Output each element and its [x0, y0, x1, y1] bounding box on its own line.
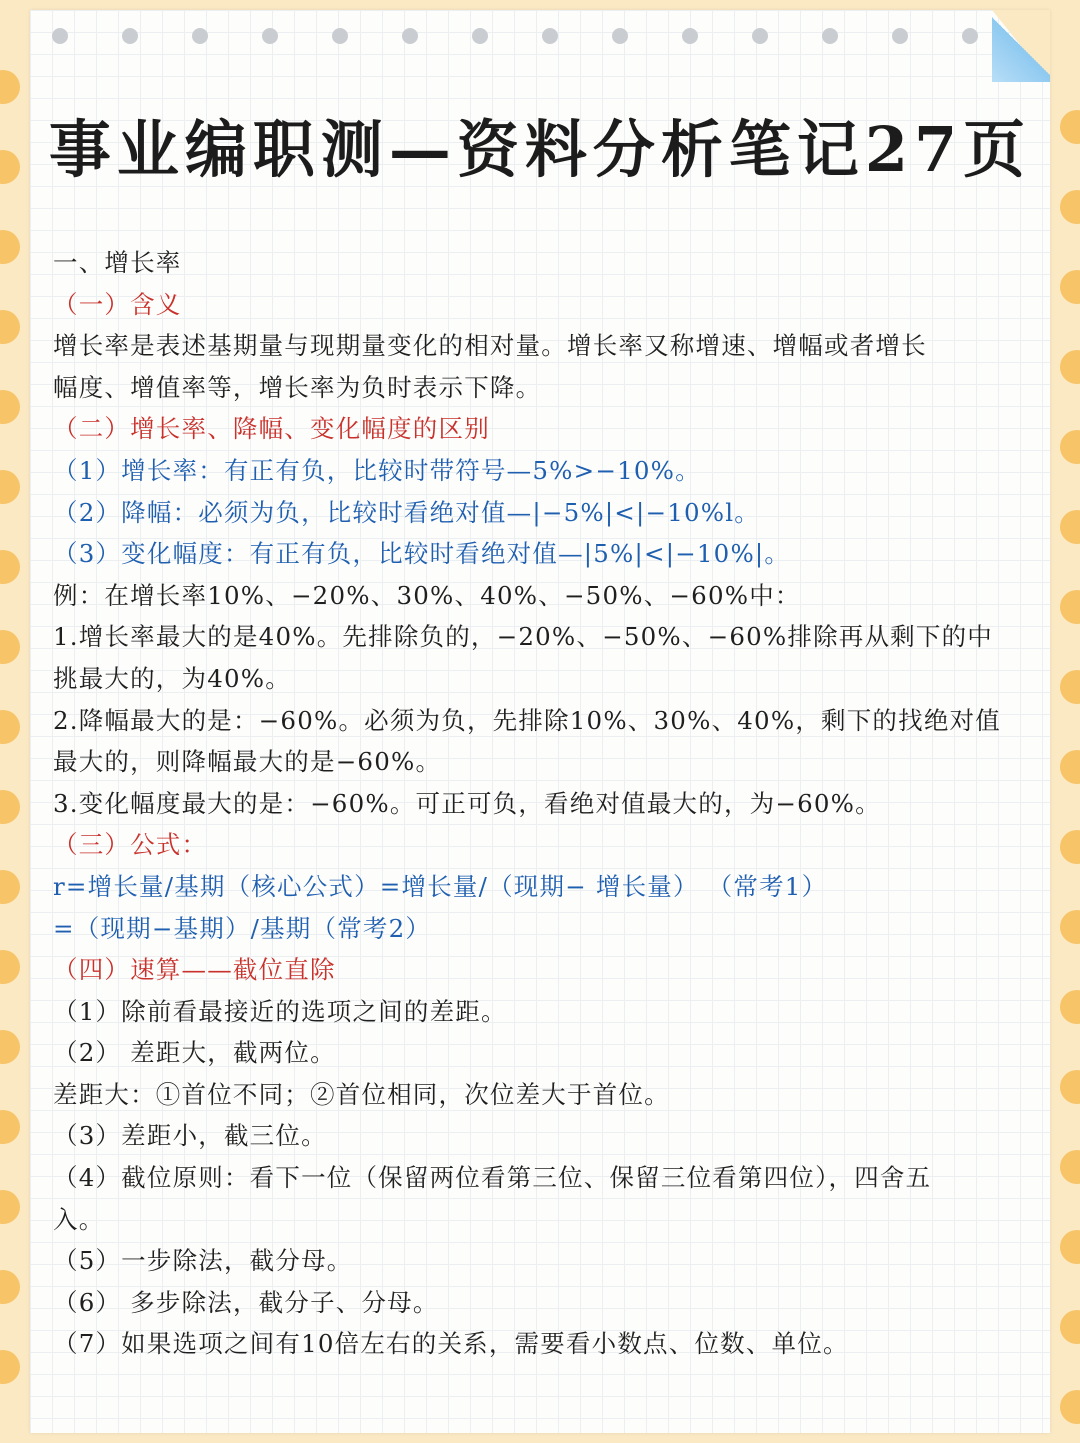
note-line: （3）变化幅度：有正有负，比较时看绝对值—|5%|<|−10%|。 — [53, 539, 791, 569]
note-line: 挑最大的，为40%。 — [53, 663, 291, 693]
note-line: （3）差距小，截三位。 — [53, 1121, 327, 1151]
note-line: 幅度、增值率等，增长率为负时表示下降。 — [53, 372, 542, 402]
binding-holes — [52, 28, 982, 44]
note-line: 最大的，则降幅最大的是−60%。 — [53, 747, 442, 777]
note-line: （1）除前看最接近的选项之间的差距。 — [53, 996, 507, 1026]
note-line: （7）如果选项之间有10倍左右的关系，需要看小数点、位数、单位。 — [53, 1329, 849, 1359]
note-line: r=增长量/基期（核心公式）=增长量/（现期− 增长量） （常考1） — [53, 871, 828, 901]
note-line: （三）公式： — [53, 830, 208, 860]
note-line: 1.增长率最大的是40%。先排除负的，−20%、−50%、−60%排除再从剩下的中 — [53, 622, 993, 652]
note-body — [53, 242, 1028, 1365]
note-line: （6） 多步除法，截分子、分母。 — [53, 1287, 439, 1317]
note-line: （5）一步除法，截分母。 — [53, 1246, 353, 1276]
note-line: （4）截位原则：看下一位（保留两位看第三位、保留三位看第四位），四舍五 — [53, 1163, 932, 1193]
note-line: 2.降幅最大的是：−60%。必须为负，先排除10%、30%、40%，剩下的找绝对值 — [53, 705, 1001, 735]
note-line: 入。 — [53, 1204, 105, 1234]
note-line: 例：在增长率10%、−20%、30%、40%、−50%、−60%中： — [53, 580, 801, 610]
note-line: （二）增长率、降幅、变化幅度的区别 — [53, 414, 490, 444]
note-line: （1）增长率：有正有负，比较时带符号—5%>−10%。 — [53, 455, 701, 485]
note-line: 差距大：①首位不同；②首位相同，次位差大于首位。 — [53, 1079, 670, 1109]
note-line: （一）含义 — [53, 289, 182, 319]
note-line: （四）速算——截位直除 — [53, 955, 336, 985]
note-line: （2） 差距大，截两位。 — [53, 1038, 336, 1068]
note-line: 3.变化幅度最大的是：−60%。可正可负，看绝对值最大的，为−60%。 — [53, 788, 881, 818]
note-line: =（现期−基期）/基期（常考2） — [53, 913, 432, 943]
note-line: （2）降幅：必须为负，比较时看绝对值—|−5%|<|−10%l。 — [53, 497, 760, 527]
note-line: 增长率是表述基期量与现期量变化的相对量。增长率又称增速、增幅或者增长 — [53, 331, 927, 361]
note-line: 一、增长率 — [53, 248, 182, 277]
page-title: 事业编职测—资料分析笔记27页 — [48, 113, 1032, 186]
corner-fold-flap — [992, 10, 1050, 82]
